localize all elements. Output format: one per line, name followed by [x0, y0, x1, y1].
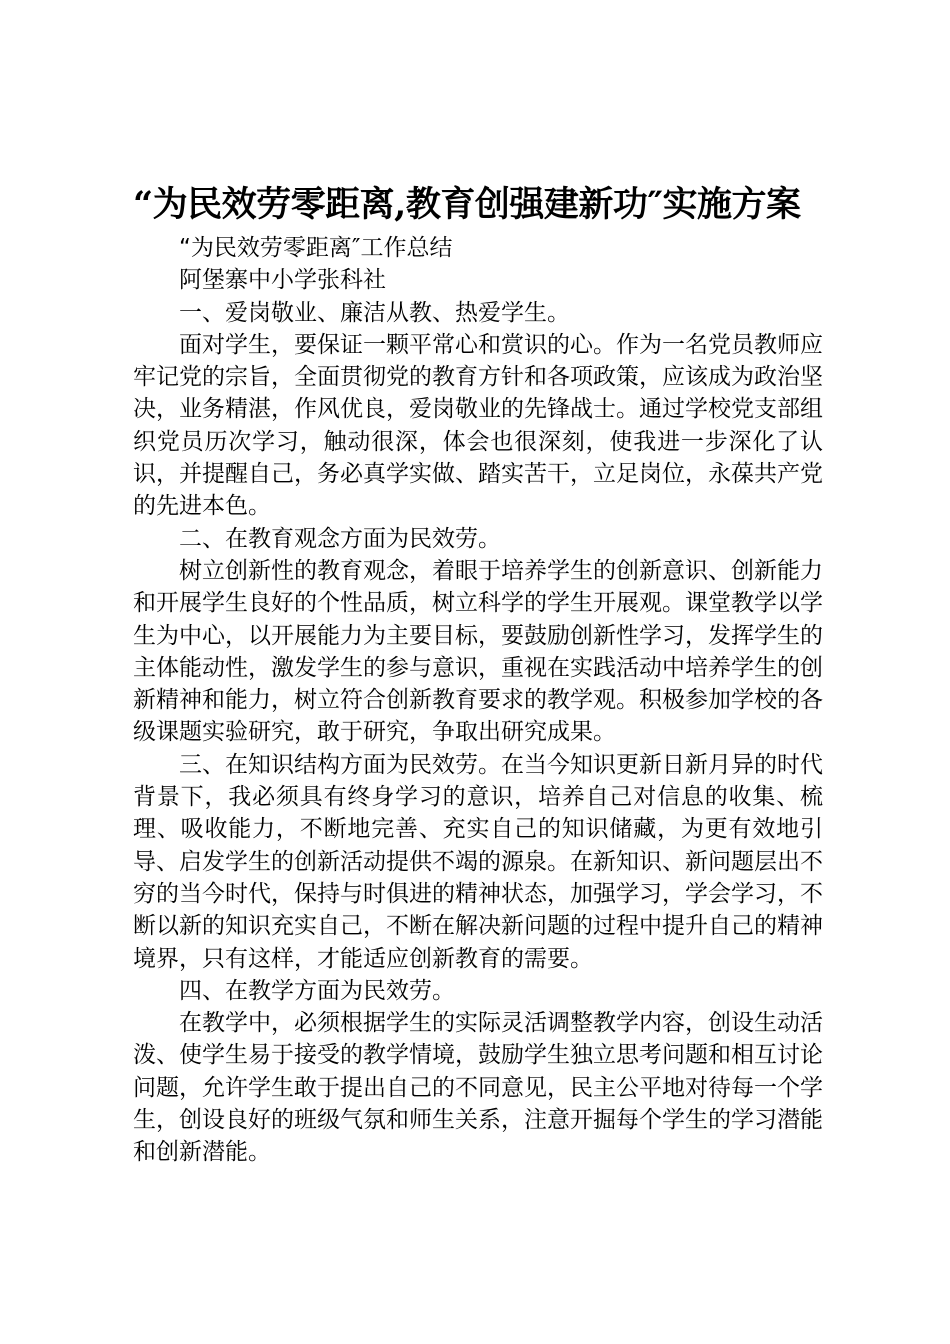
section-heading-2: 二、在教育观念方面为民效劳。: [179, 525, 501, 552]
paragraph-4: 在教学中，必须根据学生的实际灵活调整教学内容，创设生动活泼、使学生易于接受的教学情境，鼓励学生独立思考问题和相互讨论问题，允许学生敢于提出自己的不同意见，民主公平地对待每一个学生，创设良好的班级气氛和师生关系，注意开掘每个学生的学习潜能和创新潜能。: [133, 1010, 823, 1166]
document-author: 阿堡寨中小学张科社: [179, 267, 386, 294]
section-heading-1: 一、爱岗敬业、廉洁从教、热爱学生。: [179, 299, 570, 326]
document-title: “为民效劳零距离,教育创强建新功″实施方案: [133, 184, 801, 225]
paragraph-1: 面对学生，要保证一颗平常心和赏识的心。作为一名党员教师应牢记党的宗旨，全面贯彻党的教育方针和各项政策，应该成为政治坚决，业务精湛，作风优良，爱岗敬业的先锋战士。通过学校党支部组织党员历次学习，触动很深，体会也很深刻，使我进一步深化了认识，并提醒自己，务必真学实做、踏实苦干，立足岗位，永葆共产党的先进本色。: [133, 331, 823, 520]
document-body: [133, 232, 823, 1169]
paragraph-2: 树立创新性的教育观念，着眼于培养学生的创新意识、创新能力和开展学生良好的个性品质，树立科学的学生开展观。课堂教学以学生为中心，以开展能力为主要目标，要鼓励创新性学习，发挥学生的主体能动性，激发学生的参与意识，重视在实践活动中培养学生的创新精神和能力，树立符合创新教育要求的教学观。积极参加学校的各级课题实验研究，敢于研究，争取出研究成果。: [133, 557, 823, 746]
document-subtitle: “为民效劳零距离″工作总结: [179, 235, 453, 261]
paragraph-3: 三、在知识结构方面为民效劳。在当今知识更新日新月异的时代背景下，我必须具有终身学习的意识，培养自己对信息的收集、梳理、吸收能力，不断地完善、充实自己的知识储藏，为更有效地引导、启发学生的创新活动提供不竭的源泉。在新知识、新问题层出不穷的当今时代，保持与时俱进的精神状态，加强学习，学会学习，不断以新的知识充实自己，不断在解决新问题的过程中提升自己的精神境界，只有这样，才能适应创新教育的需要。: [133, 751, 823, 972]
section-heading-4: 四、在教学方面为民效劳。: [179, 977, 455, 1004]
